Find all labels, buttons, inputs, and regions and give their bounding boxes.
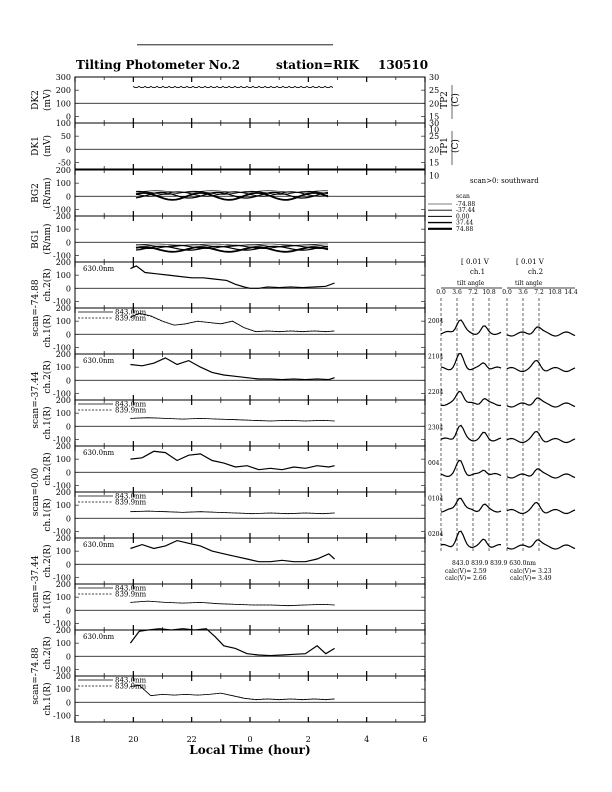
legend-label-843: 843.0nm: [115, 584, 147, 593]
y-tick-label: -100: [53, 573, 71, 583]
series-s1c1-843.0nm: [130, 313, 334, 331]
y-tick-label: 0: [65, 238, 71, 248]
inset-row-label: 0204: [428, 531, 444, 538]
chart-title: Tilting Photometer No.2: [76, 58, 241, 72]
series-s3c2-630.0nm: [130, 451, 334, 469]
panel-legend: 630.0nm: [83, 357, 115, 365]
scan-legend-entry: 0.00: [456, 213, 470, 221]
y-tick-label: 100: [55, 639, 71, 649]
inset-ch2-tick: 14.4: [564, 289, 578, 296]
y-tick-label: 0: [65, 606, 71, 616]
series-s1c1-dashed: [130, 314, 334, 332]
y-tick-label: 100: [55, 363, 71, 373]
panel-unit: ch.2(R): [43, 268, 53, 302]
inset-ch1-curve: [441, 460, 501, 476]
panel-frame: [75, 123, 425, 169]
data-series: [130, 86, 334, 699]
y-tick-label: 100: [55, 501, 71, 511]
y-tick-label: 100: [55, 119, 71, 128]
inset-ch2-curve: [507, 432, 575, 443]
y-tick-label: 200: [55, 534, 71, 543]
legend-label-839: 839.9nm: [115, 406, 147, 415]
panel-unit: (R/nm): [43, 177, 53, 209]
inset-ch2-tick: 0.0: [502, 289, 512, 296]
inset-row-label: 2204: [428, 389, 444, 396]
y-tick-label: -100: [53, 619, 71, 629]
panel-unit: ch.1(R): [43, 682, 53, 716]
inset-ch2-tick: 7.2: [534, 289, 544, 296]
right-label: TP1: [440, 137, 450, 155]
panel-scan-label: scan=-37.44: [31, 555, 41, 613]
inset-ch1-tick: 10.8: [482, 289, 496, 296]
y-tick-label: 0: [65, 376, 71, 386]
y-tick-label: 300: [55, 73, 71, 82]
y-tick-label: 0: [65, 560, 71, 570]
y-tick-label: 0: [65, 422, 71, 432]
inset-ch1-calc: calc(V)= 2.59: [445, 568, 487, 575]
inset-ch2-label: ch.2: [528, 268, 544, 276]
y-tick-label: 200: [55, 166, 71, 175]
y-tick-label: 200: [55, 396, 71, 405]
series-s5c1-843.0nm: [130, 685, 334, 700]
right-tick-label: 15: [429, 112, 440, 122]
inset-row-label: 004: [428, 460, 440, 467]
panel-scan-label: scan=-74.88: [31, 279, 41, 337]
panel-legend: 630.0nm: [83, 449, 115, 457]
inset-ch1-scale: [ 0.01 V: [461, 258, 489, 266]
panel-scan-label: scan=0.00: [31, 467, 41, 517]
panel-unit: ch.1(R): [43, 314, 53, 348]
inset-ch2-calc2: calc(V)= 3.49: [510, 575, 552, 582]
dk2-series: [133, 86, 333, 87]
inset-ch1-curve: [441, 391, 501, 405]
inset-bottom-line: 843.0 839.9 839.9 630.0nm: [452, 560, 536, 567]
right-tick-label: 20: [429, 99, 440, 109]
inset-ch2-calc: calc(V)= 3.23: [510, 568, 552, 575]
panel-frame: [75, 538, 425, 584]
legend-label-839: 839.9nm: [115, 682, 147, 691]
inset-ch2-curve: [507, 398, 575, 407]
x-tick-label: 20: [128, 735, 139, 744]
y-tick-label: 200: [55, 86, 71, 96]
y-tick-label: 100: [55, 271, 71, 281]
y-tick-label: -100: [53, 205, 71, 215]
panel-frame: [75, 216, 425, 262]
y-tick-label: 0: [65, 698, 71, 708]
y-tick-label: -50: [58, 158, 71, 168]
panel-legend: 630.0nm: [83, 541, 115, 549]
inset-ch1-tick: 7.2: [468, 289, 478, 296]
panel-unit: (mV): [43, 88, 53, 112]
series-s5c1-dashed: [130, 686, 334, 700]
panel-unit: (R/nm): [43, 223, 53, 255]
inset-row-label: 2004: [428, 318, 444, 325]
panel-bg2: [31, 166, 425, 216]
y-tick-label: -100: [53, 665, 71, 675]
legend-label-843: 843.0nm: [115, 676, 147, 685]
y-tick-label: 100: [55, 225, 71, 235]
panel-label: DK2: [31, 90, 41, 110]
inset-plot: [428, 258, 578, 582]
y-tick-label: 0: [65, 514, 71, 524]
right-unit: (C): [451, 139, 461, 153]
y-tick-label: -100: [53, 435, 71, 445]
legend-label-839: 839.9nm: [115, 314, 147, 323]
inset-ch1-curve: [441, 531, 501, 547]
inset-ch1-curve: [441, 498, 501, 512]
series-s5c2-630.0nm: [130, 629, 334, 656]
right-label: TP2: [440, 91, 450, 109]
legend-label-843: 843.0nm: [115, 400, 147, 409]
x-tick-label: 22: [186, 735, 197, 744]
panel-s4c2: [31, 534, 425, 616]
inset-ch1-label: ch.1: [470, 268, 486, 276]
inset-tilt-label-2: tilt angle: [515, 280, 543, 287]
series-s3c1-843.0nm: [130, 511, 334, 514]
y-tick-label: -100: [53, 711, 71, 721]
y-tick-label: 200: [55, 442, 71, 451]
inset-ch2-tick: 10.8: [548, 289, 562, 296]
panel-s5c2: [31, 626, 425, 708]
inset-ch1-calc2: calc(V)= 2.66: [445, 575, 487, 582]
y-tick-label: 200: [55, 304, 71, 313]
panel-s3c2: [31, 442, 425, 516]
panel-unit: ch.2(R): [43, 544, 53, 578]
inset-ch2-curve: [507, 327, 575, 336]
inset-ch1-tick: 0.0: [436, 289, 446, 296]
y-tick-label: 100: [55, 547, 71, 557]
series-s4c2-630.0nm: [130, 541, 334, 562]
inset-ch2-curve: [507, 503, 575, 514]
x-tick-label: 4: [364, 735, 370, 744]
y-tick-label: -100: [53, 251, 71, 261]
panel-frame: [75, 630, 425, 676]
right-tick-label: 30: [429, 73, 440, 82]
panel-unit: ch.1(R): [43, 498, 53, 532]
panel-scan-label: scan=-37.44: [31, 371, 41, 429]
inset-ch2-curve: [507, 469, 575, 478]
inset-ch1-tick: 3.6: [452, 289, 462, 296]
right-side-legends: [428, 177, 539, 233]
inset-ch1-curve: [441, 320, 501, 335]
scan-legend-entry: 74.88: [456, 225, 474, 233]
panel-frame: [75, 262, 425, 308]
right-tick-label: 25: [429, 86, 440, 96]
y-tick-label: 100: [55, 317, 71, 327]
inset-ch2-tick: 3.6: [518, 289, 528, 296]
y-tick-label: -100: [53, 343, 71, 353]
y-tick-label: 0: [65, 192, 71, 202]
inset-row-label: 2104: [428, 353, 444, 361]
scan-legend-title: scan>0: southward: [470, 177, 539, 185]
scan-legend-entry: 37.44: [456, 219, 474, 227]
x-axis-label: Local Time (hour): [189, 743, 311, 757]
panel-frame: [75, 77, 425, 123]
series-s4c1-843.0nm: [130, 601, 334, 606]
x-axis: [70, 735, 428, 757]
panel-s2c1: [42, 396, 425, 446]
station-label: station=RIK: [276, 58, 359, 72]
y-tick-label: -100: [53, 481, 71, 491]
panel-s1c2: [31, 258, 425, 340]
scan-legend-entry: -37.44: [456, 207, 476, 215]
legend-label-843: 843.0nm: [115, 492, 147, 501]
y-tick-label: -100: [53, 297, 71, 307]
right-tick-label: 20: [429, 145, 440, 155]
inset-ch2-curve: [507, 361, 575, 372]
inset-row-label: 2304: [428, 424, 444, 432]
y-tick-label: 200: [55, 580, 71, 589]
panel-bg1: [31, 212, 425, 262]
legend-label-843: 843.0nm: [115, 308, 147, 317]
y-tick-label: 200: [55, 212, 71, 221]
y-tick-label: -100: [53, 527, 71, 537]
y-tick-label: 100: [55, 455, 71, 465]
inset-row-label: 0104: [428, 495, 444, 503]
right-tick-label: 15: [429, 158, 440, 168]
y-tick-label: 200: [55, 672, 71, 681]
x-tick-label: 6: [422, 735, 428, 744]
y-tick-label: 200: [55, 626, 71, 635]
panel-label: BG1: [31, 229, 41, 249]
panel-unit: ch.1(R): [43, 406, 53, 440]
panel-legend: 630.0nm: [83, 633, 115, 641]
scan-legend-entry: -74.88: [456, 201, 476, 208]
panel-unit: ch.2(R): [43, 636, 53, 670]
panel-s1c1: [42, 304, 425, 354]
inset-ch1-curve: [441, 425, 501, 441]
y-tick-label: 200: [55, 350, 71, 359]
y-tick-label: 100: [55, 593, 71, 603]
inset-tilt-label-1: tilt angle: [457, 280, 485, 287]
y-tick-label: 0: [65, 112, 71, 122]
panel-label: DK1: [31, 136, 41, 156]
panel-frame: [75, 354, 425, 400]
inset-ch2-scale: [ 0.01 V: [516, 258, 544, 266]
inset-ch2-curve: [507, 540, 575, 549]
panel-frame: [75, 446, 425, 492]
y-tick-label: 0: [65, 330, 71, 340]
y-tick-label: 100: [55, 409, 71, 419]
y-tick-label: -100: [53, 389, 71, 399]
y-tick-label: 0: [65, 145, 71, 155]
panel-scan-label: scan=-74.88: [31, 647, 41, 705]
y-tick-label: 200: [55, 488, 71, 497]
panel-unit: (mV): [43, 134, 53, 158]
panel-unit: ch.2(R): [43, 452, 53, 486]
y-tick-label: 100: [55, 179, 71, 189]
panel-s4c1: [42, 580, 425, 630]
panel-label: BG2: [31, 183, 41, 203]
y-tick-label: 0: [65, 284, 71, 294]
panel-unit: ch.1(R): [43, 590, 53, 624]
panel-frame: [75, 170, 425, 216]
y-tick-label: 100: [55, 685, 71, 695]
x-tick-label: 2: [305, 735, 311, 744]
panel-dk2: [31, 73, 461, 135]
x-tick-label: 18: [69, 735, 81, 744]
legend-label-839: 839.9nm: [115, 590, 147, 599]
panel-s5c1: [42, 672, 425, 722]
right-tick-label: 25: [429, 132, 440, 142]
series-s2c2-630.0nm: [130, 358, 334, 380]
panel-dk1: [31, 119, 461, 181]
right-tick-label: 10: [429, 171, 440, 181]
y-tick-label: 0: [65, 652, 71, 662]
legend-label-839: 839.9nm: [115, 498, 147, 507]
y-tick-label: 200: [55, 258, 71, 267]
y-tick-label: 0: [65, 468, 71, 478]
right-tick-label: 10: [429, 125, 440, 135]
right-unit: (C): [451, 93, 461, 107]
panel-legend: 630.0nm: [83, 265, 115, 273]
panels: [31, 73, 461, 722]
scan-legend-head: scan: [456, 193, 470, 200]
inset-ch1-curve: [441, 354, 501, 370]
y-tick-label: 50: [60, 132, 71, 142]
right-tick-label: 30: [429, 119, 440, 128]
x-tick-label: 0: [247, 735, 253, 744]
panel-unit: ch.2(R): [43, 360, 53, 394]
date-label: 130510: [378, 58, 429, 72]
panel-s2c2: [31, 350, 425, 432]
y-tick-label: 100: [55, 99, 71, 109]
series-s1c2-630.0nm: [130, 266, 334, 288]
